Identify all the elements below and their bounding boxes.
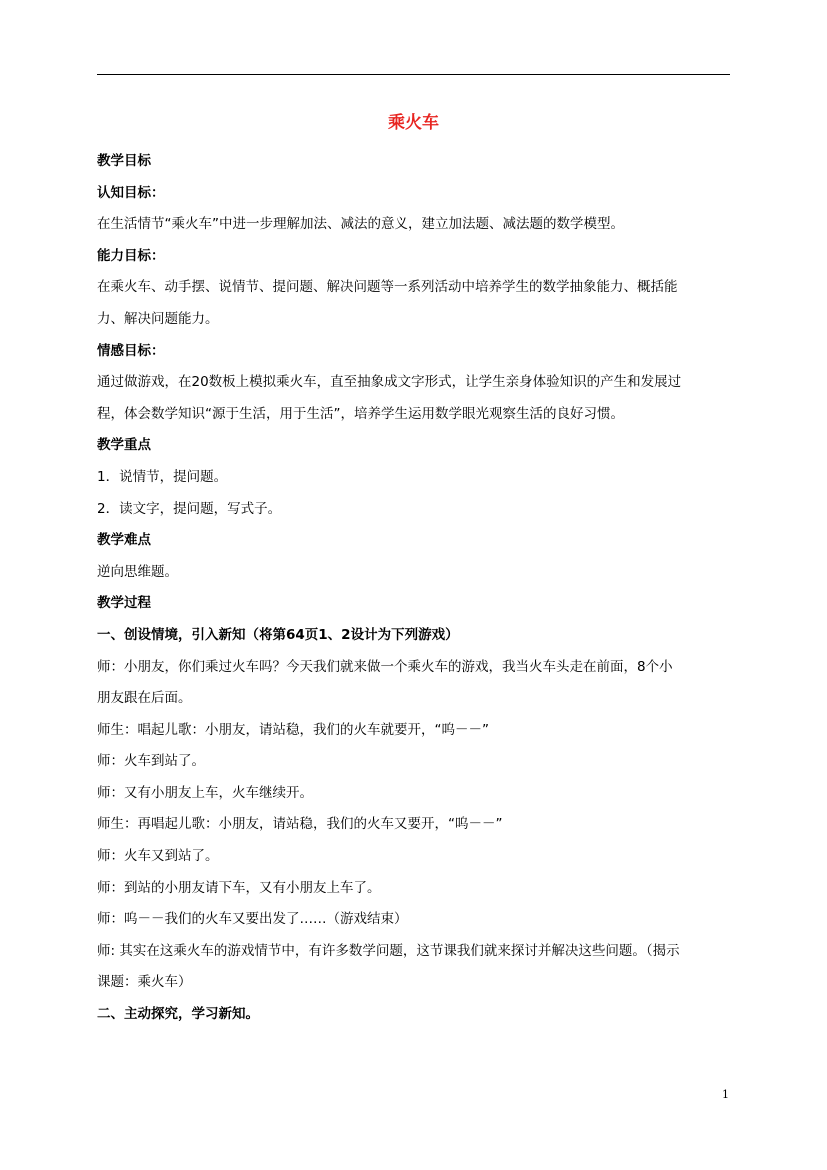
paragraph-line: 2．读文字，提问题，写式子。 [97, 500, 282, 517]
document-title: 乘火车 [388, 113, 439, 133]
section-heading: 二、主动探究，学习新知。 [97, 1006, 259, 1023]
paragraph-line: 师：到站的小朋友请下车，又有小朋友上车了。 [97, 879, 381, 896]
paragraph-line: 师生：唱起儿歌：小朋友，请站稳，我们的火车就要开，“呜－－” [97, 721, 489, 738]
paragraph-line: 师生：再唱起儿歌：小朋友，请站稳，我们的火车又要开，“呜－－” [97, 816, 503, 833]
paragraph-line: 师：又有小朋友上车，火车继续开。 [97, 784, 313, 801]
section-heading: 认知目标： [97, 184, 165, 201]
document-body [97, 146, 733, 1031]
section-heading: 教学目标 [97, 153, 151, 169]
paragraph-line: 力、解决问题能力。 [97, 310, 219, 327]
paragraph-line: 通过做游戏，在20数板上模拟乘火车，直至抽象成文字形式，让学生亲身体验知识的产生和发展过 [97, 374, 682, 391]
paragraph-line: 师: 其实在这乘火车的游戏情节中，有许多数学问题，这节课我们就来探讨并解决这些问题。（揭示 [97, 942, 680, 959]
paragraph-line: 师：火车到站了。 [97, 753, 205, 770]
paragraph-line: 师：呜－－我们的火车又要出发了……（游戏结束） [97, 911, 408, 928]
section-heading: 教学重点 [97, 437, 151, 454]
paragraph-line: 在乘火车、动手摆、说情节、提问题、解决问题等一系列活动中培养学生的数学抽象能力、概括能 [97, 279, 678, 296]
section-heading: 教学过程 [97, 595, 151, 612]
paragraph-line: 在生活情节“乘火车”中进一步理解加法、减法的意义，建立加法题、减法题的数学模型。 [97, 216, 624, 233]
paragraph-line: 1．说情节，提问题。 [97, 468, 228, 485]
section-heading: 一、创设情境，引入新知（将第64页1、2设计为下列游戏） [97, 626, 459, 643]
section-heading: 能力目标： [97, 247, 165, 264]
paragraph-line: 朋友跟在后面。 [97, 690, 192, 707]
paragraph-line: 程，体会数学知识“源于生活，用于生活”，培养学生运用数学眼光观察生活的良好习惯。 [97, 405, 624, 422]
paragraph-line: 师：火车又到站了。 [97, 848, 219, 865]
section-heading: 情感目标： [97, 342, 165, 359]
paragraph-line: 课题：乘火车） [97, 974, 192, 991]
paragraph-line: 逆向思维题。 [97, 563, 178, 580]
paragraph-line: 师：小朋友，你们乘过火车吗？今天我们就来做一个乘火车的游戏，我当火车头走在前面，8个小 [97, 658, 673, 675]
page-number: 1 [722, 1088, 729, 1101]
section-heading: 教学难点 [97, 532, 151, 549]
header-rule [97, 74, 730, 75]
